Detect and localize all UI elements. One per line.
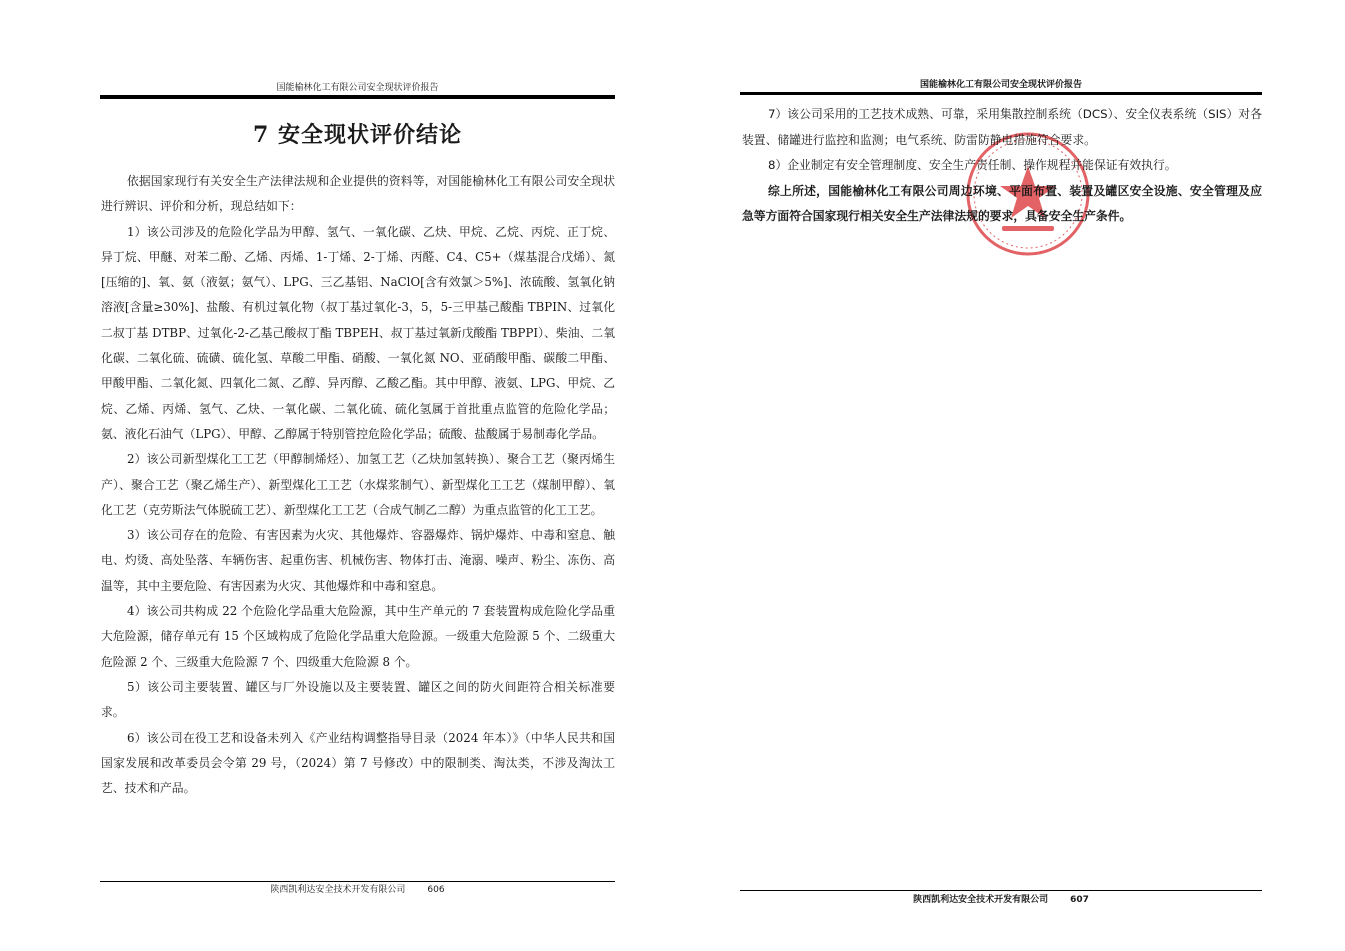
conclusion-item-6: 6）该公司在役工艺和设备未列入《产业结构调整指导目录（2024 年本）》（中华人民共和国国家发展和改革委员会令第 29 号，（2024）第 7 号修改）中的限制类、淘汰类，不涉及淘汰工艺、技术和产品。 — [101, 730, 615, 796]
conclusion-item-2: 2）该公司新型煤化工工艺（甲醇制烯烃）、加氢工艺（乙炔加氢转换）、聚合工艺（聚丙烯生产）、聚合工艺（聚乙烯生产）、新型煤化工工艺（水煤浆制气）、新型煤化工工艺（煤制甲醇）、氧化工艺（克劳斯法气体脱硫工艺）、新型煤化工工艺（合成气制乙二醇）为重点监管的化工工艺。 — [101, 452, 615, 517]
footer-rule — [100, 881, 615, 882]
final-conclusion: 综上所述，国能榆林化工有限公司周边环境、平面布置、装置及罐区安全设施、安全管理及应急等方面符合国家现行相关安全生产法律法规的要求，具备安全生产条件。 — [742, 183, 1262, 223]
conclusion-item-5: 5）该公司主要装置、罐区与厂外设施以及主要装置、罐区之间的防火间距符合相关标准要求。 — [101, 679, 615, 720]
left-page — [100, 0, 615, 951]
conclusion-item-3: 3）该公司存在的危险、有害因素为火灾、其他爆炸、容器爆炸、锅炉爆炸、中毒和窒息、触电、灼烫、高处坠落、车辆伤害、起重伤害、机械伤害、物体打击、淹溺、噪声、粉尘、冻伤、高温等，其中主要危险、有害因素为火灾、其他爆炸和中毒和窒息。 — [101, 528, 615, 593]
conclusion-item-4: 4）该公司共构成 22 个危险化学品重大危险源，其中生产单元的 7 套装置构成危险化学品重大危险源，储存单元有 15 个区域构成了危险化学品重大危险源。一级重大危险源 5 个、二级重大危险源 2 个、三级重大危险源 7 个、四级重大危险源 8 个。 — [101, 604, 615, 669]
footer-company: 陕西凯利达安全技术开发有限公司 — [913, 895, 1049, 905]
footer-rule — [740, 890, 1262, 891]
chapter-title: 7 安全现状评价结论 — [253, 122, 462, 148]
page-footer — [740, 894, 1262, 906]
body-text — [742, 102, 1262, 230]
footer-company: 陕西凯利达安全技术开发有限公司 — [270, 885, 406, 895]
page-header-title: 国能榆林化工有限公司安全现状评价报告 — [276, 83, 439, 93]
conclusion-item-1: 1）该公司涉及的危险化学品为甲醇、氢气、一氧化碳、乙炔、甲烷、乙烷、丙烷、正丁烷、异丁烷、甲醚、对苯二酚、乙烯、丙烯、1-丁烯、2-丁烯、丙醛、C4、C5+（煤基混合戊烯）、氮[压缩的]、氧、氨（液氨；氨气）、LPG、三乙基铝、NaClO[含有效氯＞5%]、浓硫酸、氢氧化钠溶液[含量≥30%]、盐酸、有机过氧化物（叔丁基过氧化-3，5，5-三甲基己酸酯 TBPIN、过氧化二叔丁基 DTBP、过氧化-2-乙基己酸叔丁酯 TBPEH、叔丁基过氧新戊酸酯 TBPPI）、柴油、二氧化碳、二氧化硫、硫磺、硫化氢、草酸二甲酯、硝酸、一氧化氮 NO、亚硝酸甲酯、碳酸二甲酯、甲酸甲酯、二氧化氮、四氧化二氮、乙醇、异丙醇、乙酸乙酯。其中甲醇、液氨、LPG、甲烷、乙烷、乙烯、丙烯、氢气、乙炔、一氧化碳、二氧化硫、硫化氢属于首批重点监管的危险化学品；氨、液化石油气（LPG）、甲醇、乙醇属于特别管控危险化学品；硫酸、盐酸属于易制毒化学品。 — [101, 224, 615, 441]
header-rule — [100, 95, 615, 99]
intro-paragraph: 依据国家现行有关安全生产法律法规和企业提供的资料等，对国能榆林化工有限公司安全现状进行辨识、评价和分析，现总结如下： — [101, 174, 615, 214]
page-number: 607 — [1070, 895, 1089, 905]
conclusion-item-7: 7）该公司采用的工艺技术成熟、可靠，采用集散控制系统（DCS）、安全仪表系统（SIS）对各装置、储罐进行监控和监测；电气系统、防雷防静电措施符合要求。 — [742, 107, 1262, 147]
page-footer — [100, 884, 615, 896]
page-number: 606 — [427, 885, 445, 895]
right-page — [740, 0, 1262, 951]
conclusion-item-8: 8）企业制定有安全管理制度、安全生产责任制、操作规程并能保证有效执行。 — [767, 158, 1177, 172]
header-rule — [740, 92, 1262, 95]
page-header-title: 国能榆林化工有限公司安全现状评价报告 — [919, 80, 1082, 90]
body-text — [101, 169, 615, 801]
